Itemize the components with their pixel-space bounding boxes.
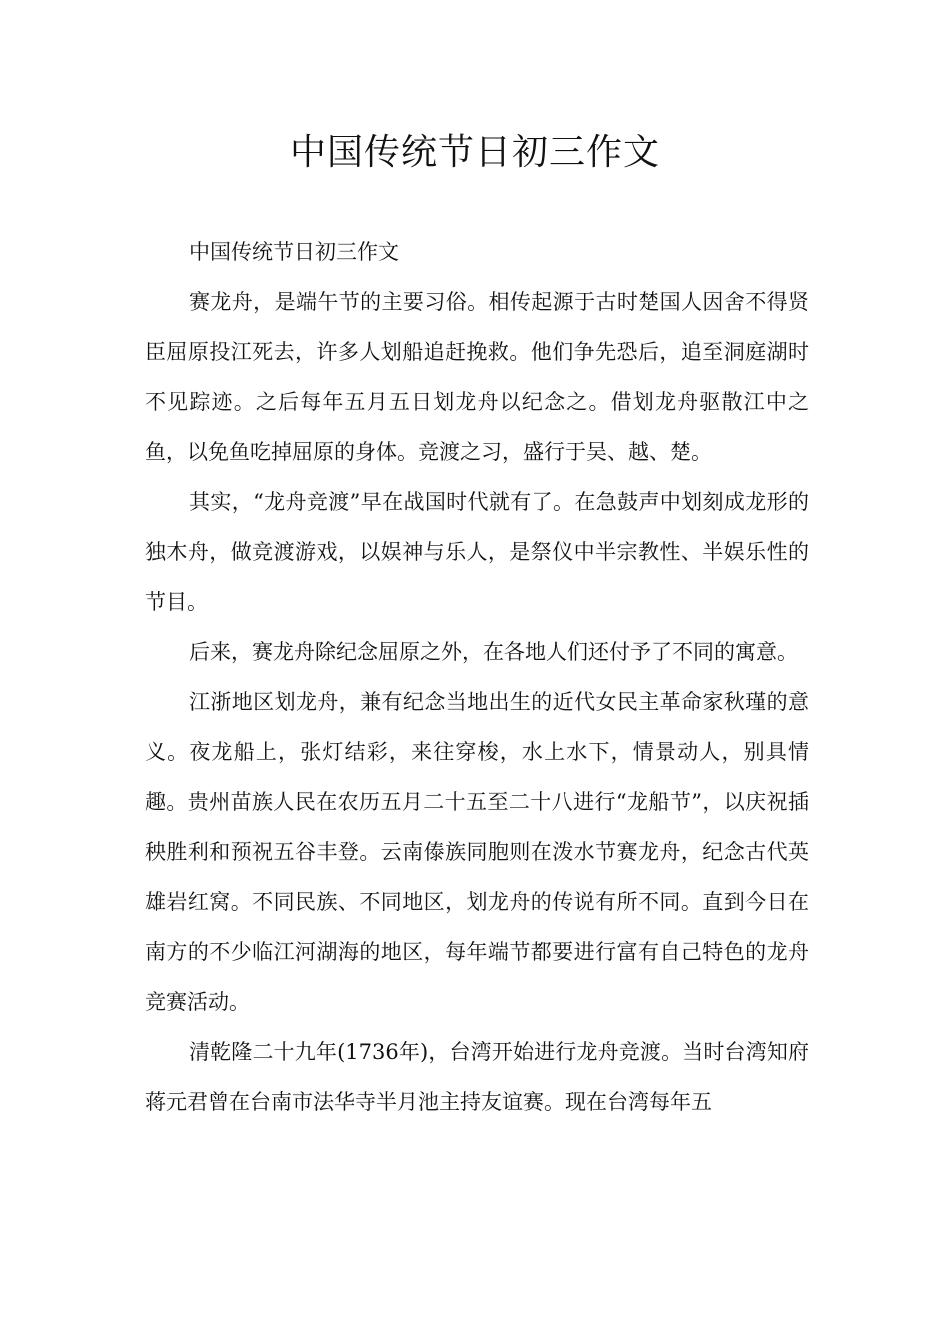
paragraph-dragon-boat-origin: 赛龙舟，是端午节的主要习俗。相传起源于古时楚国人因舍不得贤臣屈原投江死去，许多人划船追赶挽救。他们争先恐后，追至洞庭湖时不见踪迹。之后每年五月五日划龙舟以纪念之。借划龙舟驱散江中之鱼，以免鱼吃掉屈原的身体。竞渡之习，盛行于吴、越、楚。 [145, 290, 809, 464]
paragraph-warring-states: 其实，“龙舟竞渡”早在战国时代就有了。在急鼓声中划刻成龙形的独木舟，做竞渡游戏，以娱神与乐人，是祭仪中半宗教性、半娱乐性的节目。 [145, 490, 809, 614]
paragraph-later-meanings: 后来，赛龙舟除纪念屈原之外，在各地人们还付予了不同的寓意。 [189, 640, 798, 664]
paragraph-subtitle: 中国传统节日初三作文 [189, 240, 399, 264]
paragraph-taiwan: 清乾隆二十九年(1736年)，台湾开始进行龙舟竞渡。当时台湾知府蒋元君曾在台南市法华寺半月池主持友谊赛。现在台湾每年五 [145, 1040, 809, 1114]
document-body [145, 227, 809, 1127]
paragraph-regional-customs: 江浙地区划龙舟，兼有纪念当地出生的近代女民主革命家秋瑾的意义。夜龙船上，张灯结彩，来往穿梭，水上水下，情景动人，别具情趣。贵州苗族人民在农历五月二十五至二十八进行“龙船节”，以庆祝插秧胜利和预祝五谷丰登。云南傣族同胞则在泼水节赛龙舟，纪念古代英雄岩红窝。不同民族、不同地区，划龙舟的传说有所不同。直到今日在南方的不少临江河湖海的地区，每年端节都要进行富有自己特色的龙舟竞赛活动。 [145, 690, 809, 1014]
document-title: 中国传统节日初三作文 [289, 132, 660, 173]
